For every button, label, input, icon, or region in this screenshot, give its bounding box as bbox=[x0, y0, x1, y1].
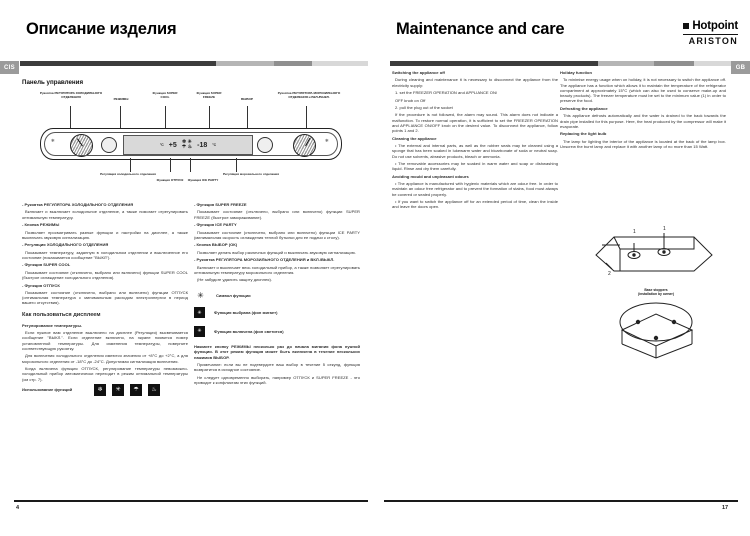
body-subheading: - Функция SUPER COOL bbox=[22, 262, 71, 268]
fridge-regulator-knob[interactable] bbox=[70, 134, 93, 157]
body-subheading: - Функция ICE PARTY bbox=[194, 222, 237, 228]
legend-label: Функция включена (фон светится) bbox=[214, 328, 284, 334]
russian-column-left bbox=[22, 202, 188, 396]
body-subheading: Holiday function bbox=[560, 70, 593, 75]
body-subheading: - Рукоятка РЕГУЛЯТОРА МОРОЗИЛЬНОГО ОТДЕЛЕНИЯ и ВКЛ./ВЫКЛ. bbox=[194, 257, 335, 263]
body-paragraph: • The appliance is manufactured with hygienic materials which are odour free. In order to maintain an odour free refrigerator and to prevent the formation of stains, food must always be covered or sealed properly. bbox=[392, 181, 558, 197]
body-paragraph: (Не забудьте удалить защиту дисплея). bbox=[197, 277, 273, 283]
body-paragraph: 2. pull the plug out of the socket bbox=[395, 105, 453, 110]
svg-text:1: 1 bbox=[663, 226, 666, 232]
snowflake-icon: ❄ ✳ bbox=[182, 139, 192, 145]
body-subheading: Регулирование температуры. bbox=[22, 322, 83, 328]
body-subheading: Нажмите кнопку РЕЖИМЫ несколько раз до начала мигания фона нужной функции. В этот режим функция может быть включена в течение нескольких нажимов ВЫБОР. bbox=[194, 344, 360, 360]
body-paragraph: Не следует одновременно выбирать, например ОТПУСК и SUPER FREEZE - это приводит к конфликтам этих функций. bbox=[194, 374, 360, 385]
footer-rule-right bbox=[384, 500, 738, 502]
logo-square-icon bbox=[683, 23, 689, 29]
fridge-icon: ❄ bbox=[51, 138, 55, 143]
top-rule-left bbox=[20, 61, 368, 66]
body-paragraph: This appliance defrosts automatically and the water is drained to the back towards the drain pipe installed for this purpose. Here, the heat produced by the compressor will make it evaporate. bbox=[560, 113, 726, 129]
fn-icon-1: ❄ bbox=[94, 384, 106, 396]
body-paragraph: Включает и выключает холодильное отделение, а также помогает отрегулировать оптимальную температуру. bbox=[22, 209, 188, 220]
callout-super-freeze: Функция SUPER FREEZE bbox=[196, 91, 222, 99]
callout-super-cool: Функция SUPER COOL bbox=[152, 91, 178, 99]
lcd-display bbox=[123, 135, 253, 155]
legend-row bbox=[194, 307, 360, 318]
body-subheading: - Кнопка ВЫБОР (ОК) bbox=[194, 242, 238, 248]
body-paragraph: Если нужное вам отделение выключено на дисплее (Регуляция) высвечивается сообщение "ВЫКЛ.". Если отделение включено, на экране появится номер установленной температуры. Для изменения температуры, поверните соответствующую рукоятку. bbox=[22, 330, 188, 351]
function-symbol-icon: ✳ bbox=[197, 290, 204, 300]
lcd-unit-left: °C bbox=[159, 143, 164, 147]
body-paragraph: Включает и выключает весь холодильный прибор, а также позволяет отрегулировать оптимальную температуру морозильного отделения. bbox=[194, 264, 360, 275]
body-paragraph: 1. set the FREEZER OPERATION and APPLIANCE ON/ bbox=[395, 90, 498, 96]
body-subheading: - Функция SUPER FREEZE bbox=[194, 202, 247, 207]
brand-subname: ARISTON bbox=[688, 35, 738, 46]
callout-freezer-knob: Рукоятка РЕГУЛЯТОРА МОРОЗИЛЬНОГО ОТДЕЛЕНИЯ и ВКЛ./ВЫКЛ. bbox=[277, 91, 341, 99]
legend-row bbox=[194, 292, 360, 300]
leader-line bbox=[306, 106, 307, 128]
body-paragraph: OFF knob on Off bbox=[395, 97, 426, 103]
leader-line bbox=[209, 106, 210, 128]
page-number-right: 17 bbox=[722, 505, 729, 511]
base-stoppers-illustration bbox=[600, 300, 712, 362]
body-subheading: Cleaning the appliance bbox=[392, 135, 437, 141]
body-subheading: - Рукоятка РЕГУЛЯТОРА ХОЛОДИЛЬНОГО ОТДЕЛЕНИЯ bbox=[22, 202, 134, 207]
function-icons-row bbox=[22, 384, 188, 396]
svg-text:2: 2 bbox=[608, 271, 611, 277]
english-column-left bbox=[392, 70, 558, 212]
fn-icon-4: ♨ bbox=[148, 384, 160, 396]
control-panel-diagram bbox=[22, 92, 360, 197]
body-paragraph: Показывает температуру, заданную в холодильном отделении и выключенное его состояние (показывается сообщение "ВЫКЛ"). bbox=[22, 249, 188, 260]
leader-line bbox=[70, 106, 71, 128]
body-subheading: Defrosting the appliance bbox=[560, 105, 608, 111]
freezer-icon: ❄ bbox=[325, 138, 329, 143]
function-state-legend bbox=[194, 292, 360, 337]
body-subheading: Avoiding mould and unpleasant odours bbox=[392, 173, 469, 179]
fn-icon-3: ☂ bbox=[130, 384, 142, 396]
body-paragraph: Показывает состояние (отключено, выбрано или включено) функции ОТПУСК (оптимальная температура с минимальным расходом электроэнергии в период вашего отсутствия). bbox=[22, 289, 188, 306]
legend-label: Функция выбрана (фон мигает) bbox=[214, 310, 278, 315]
body-paragraph: Для включения холодильного отделения имеются значения от +8°C до +2°C, а для морозильного отделения от -18°C до -24°C. Допустимая сигнализация включения. bbox=[22, 353, 188, 364]
leader-line bbox=[236, 158, 237, 172]
leader-line bbox=[120, 106, 121, 128]
leader-line bbox=[130, 158, 131, 172]
brand-name: Hotpoint bbox=[692, 20, 738, 32]
language-tab-gb: GB bbox=[731, 61, 750, 74]
callout-fridge-knob: Рукоятка РЕГУЛЯТОРА ХОЛОДИЛЬНОГО ОТДЕЛЕНИЯ bbox=[39, 91, 103, 99]
body-paragraph: Когда включена функция ОТПУСК, регулирование температуры невозможно- холодильный прибор автоматически переходит в режим оптимальной температуры (см стр. 7). bbox=[22, 366, 188, 382]
body-subheading: - Кнопка РЕЖИМЫ bbox=[22, 222, 60, 228]
lcd-fridge-temp: +5 bbox=[168, 141, 177, 149]
brand-logo bbox=[683, 20, 738, 46]
body-subheading: - Функция ОТПУСК bbox=[22, 282, 60, 288]
page-title-left: Описание изделия bbox=[26, 20, 177, 38]
legend-label: Символ функции bbox=[216, 293, 251, 298]
body-paragraph: • The external and internal parts, as well as the rubber seals may be cleaned using a sponge that has been soaked in lukewarm water and bicarbonate of soda or neutral soap. Do not use solvents, abrasive products, bleach or ammonia. bbox=[392, 143, 558, 159]
body-subheading: Replacing the light bulb bbox=[560, 131, 607, 137]
leader-line bbox=[190, 158, 191, 172]
callout-fridge-regulation: Регуляция холодильного отделения bbox=[100, 172, 156, 176]
callout-holiday-function: Функция ОТПУСК bbox=[156, 178, 184, 182]
leader-line bbox=[247, 106, 248, 128]
body-paragraph: • The removable accessories may be soaked in warm water and soap or dishwashing liquid. Rinse and dry them carefully. bbox=[392, 161, 558, 172]
top-rule-right bbox=[390, 61, 738, 66]
body-paragraph: During cleaning and maintenance it is necessary to disconnect the appliance from the electricity supply: bbox=[392, 77, 558, 88]
footer-rule-left bbox=[14, 500, 368, 502]
control-panel-body bbox=[40, 128, 342, 160]
callout-modes: РЕЖИМЫ bbox=[113, 97, 129, 101]
brand-name-row bbox=[683, 20, 738, 32]
leader-line bbox=[170, 158, 171, 172]
body-paragraph: Показывает состояние (отключено, выбрано или включено) функции ICE PARTY (минимальная скорость охлаждения теплой бутылки для ее подачи к столу). bbox=[194, 229, 360, 240]
body-paragraph: Показывает состояние (отключено, выбрано или включено) функции SUPER FREEZE (быстрое замораживание). bbox=[194, 209, 360, 220]
language-tab-cis: CIS bbox=[0, 61, 19, 74]
legend-row bbox=[194, 326, 360, 337]
base-stoppers-caption: Base stoppers (installation by owner) bbox=[638, 288, 674, 296]
select-button[interactable] bbox=[257, 137, 273, 153]
lamp-box-illustration bbox=[590, 225, 718, 283]
freezer-regulator-knob[interactable] bbox=[293, 134, 316, 157]
lcd-function-symbols bbox=[182, 140, 192, 150]
body-paragraph: To minimise energy usage when on holiday, it is not necessary to switch the appliance off. The appliance has a function which allows it to maintain the temperature of the refrigerator compartment at approximately 15°C (which can also be used to conserve make-up and beauty products). The freezer temperature must be set to the minimum value (1) in order to preserve the food. bbox=[560, 77, 726, 104]
fn-icon-2: ✳ bbox=[112, 384, 124, 396]
callout-freezer-regulation: Регуляция морозильного отделения bbox=[222, 172, 280, 176]
body-paragraph: Позволяет делать выбор различных функций и выключать звуковую сигнализацию. bbox=[197, 249, 356, 255]
leader-line bbox=[165, 106, 166, 128]
body-paragraph: Позволяет просматривать разные функции и настройки на дисплее, а также выключать звуковую сигнализацию. bbox=[22, 229, 188, 240]
lcd-freezer-temp: -18 bbox=[197, 141, 208, 149]
russian-column-right bbox=[194, 202, 360, 387]
lcd-unit-right: °C bbox=[212, 143, 217, 147]
body-paragraph: Показывает состояние (отключено, выбрано или включено) функции SUPER COOL (быстрое охлаждение холодильного отделения). bbox=[22, 269, 188, 281]
callout-select: ВЫБОР bbox=[241, 97, 253, 101]
page-title-right: Maintenance and care bbox=[396, 20, 565, 38]
body-paragraph: Примечание: если вы не подтвердите ваш выбор в течение 5 секунд, функция возвратится в исходное состояние. bbox=[194, 361, 360, 373]
function-selected-icon: ✳ bbox=[194, 307, 205, 318]
control-panel-subhead: Панель управления bbox=[22, 79, 84, 86]
body-subheading: - Регуляция ХОЛОДИЛЬНОГО ОТДЕЛЕНИЯ bbox=[22, 242, 109, 248]
page-number-left: 4 bbox=[16, 505, 20, 511]
section-heading: Как пользоваться дисплеем bbox=[22, 311, 101, 318]
body-paragraph: The lamp for lighting the interior of the appliance is located at the back of the lamp box. Unscrew the burnt lamp and replace it with another lamp of no more than 15 Watt. bbox=[560, 138, 726, 149]
function-active-icon: ✳ bbox=[194, 326, 205, 337]
body-subheading: Switching the appliance off bbox=[392, 70, 445, 75]
logo-divider bbox=[683, 34, 738, 35]
super-cool-button[interactable] bbox=[101, 137, 117, 153]
body-paragraph: If the procedure is not followed, the alarm may sound. This alarm does not indicate a malfunction. To restore normal operation, it is sufficient to set the FREEZER OPERATION and APPLIANCE ON/OFF knob on the desired value. To disconnect the appliance, follow points 1 and 2. bbox=[392, 112, 558, 134]
english-column-right bbox=[560, 70, 726, 151]
callout-ice-party-function: Функция ICE PARTY bbox=[187, 178, 219, 182]
drop-icon: ☂ ♨ bbox=[181, 144, 193, 150]
svg-text:1: 1 bbox=[633, 229, 636, 235]
function-icons-label: Использование функций bbox=[22, 387, 73, 393]
body-paragraph: • If you want to switch the appliance off for an extended period of time, clean the inside and leave the doors open. bbox=[392, 199, 558, 210]
